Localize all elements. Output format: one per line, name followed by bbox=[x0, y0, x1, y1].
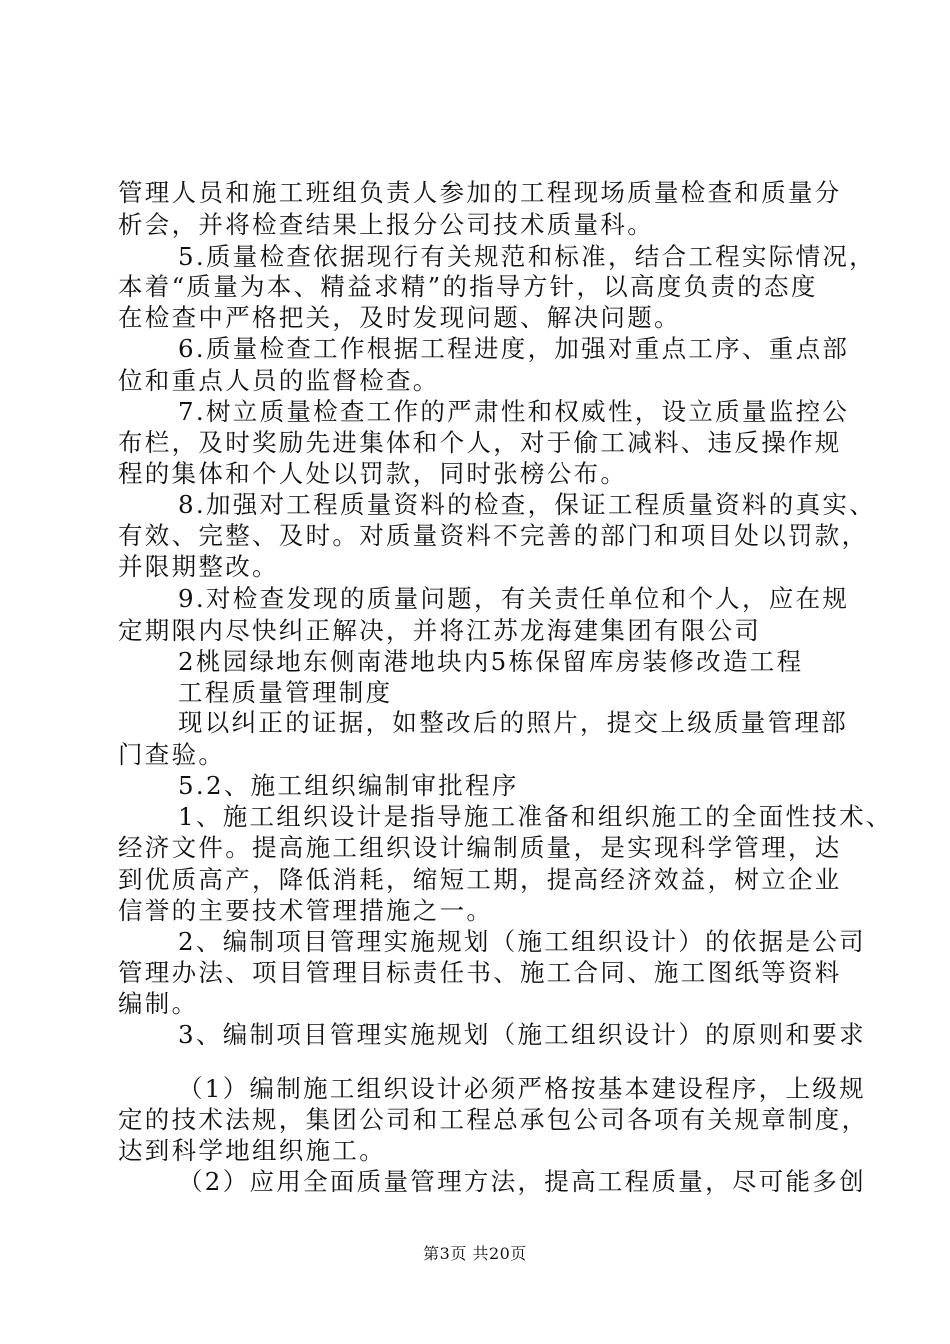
text-line: 6.质量检查工作根据工程进度，加强对重点工序、重点部 bbox=[178, 334, 850, 363]
text-line: 达到科学地组织施工。 bbox=[118, 1136, 386, 1165]
text-line: 7.树立质量检查工作的严肃性和权威性，设立质量监控公 bbox=[178, 397, 850, 426]
text-line: 定期限内尽快纠正解决，并将江苏龙海建集团有限公司 bbox=[118, 616, 762, 645]
section-heading: 5.2、施工组织编制审批程序 bbox=[178, 771, 519, 800]
text-line: 程的集体和个人处以罚款，同时张榜公布。 bbox=[118, 459, 628, 488]
text-line: 经济文件。提高施工组织设计编制质量，是实现科学管理，达 bbox=[118, 833, 842, 862]
text-line: 位和重点人员的监督检查。 bbox=[118, 366, 440, 395]
text-line: 工程质量管理制度 bbox=[178, 678, 393, 707]
text-line: 门查验。 bbox=[118, 740, 226, 769]
text-line: （2）应用全面质量管理方法，提高工程质量，尽可能多创 bbox=[178, 1167, 866, 1196]
text-line: 现以纠正的证据，如整改后的照片，提交上级质量管理部 bbox=[178, 708, 848, 737]
text-line: 到优质高产，降低消耗，缩短工期，提高经济效益，树立企业 bbox=[118, 865, 842, 894]
page-number: 第3页 共20页 bbox=[423, 1244, 527, 1263]
text-line: 5.质量检查依据现行有关规范和标准，结合工程实际情况， bbox=[178, 242, 876, 271]
text-line: 有效、完整、及时。对质量资料不完善的部门和项目处以罚款， bbox=[118, 521, 869, 550]
text-line: 信誉的主要技术管理措施之一。 bbox=[118, 896, 494, 925]
text-line: 9.对检查发现的质量问题，有关责任单位和个人，应在规 bbox=[178, 584, 850, 613]
text-line: 编制。 bbox=[118, 989, 199, 1018]
text-line: 在检查中严格把关，及时发现问题、解决问题。 bbox=[118, 303, 681, 332]
text-line: 并限期整改。 bbox=[118, 552, 279, 581]
text-line: 8.加强对工程质量资料的检查，保证工程质量资料的真实、 bbox=[178, 490, 876, 519]
text-line: 2桃园绿地东侧南港地块内5栋保留库房装修改造工程 bbox=[178, 647, 804, 676]
text-line: 管理人员和施工班组负责人参加的工程现场质量检查和质量分 bbox=[118, 178, 842, 207]
text-line: 定的技术法规，集团公司和工程总承包公司各项有关规章制度， bbox=[118, 1105, 869, 1134]
text-line: 1、施工组织设计是指导施工准备和组织施工的全面性技术、 bbox=[178, 802, 893, 831]
text-line: 本着“质量为本、精益求精”的指导方针，以高度负责的态度 bbox=[118, 272, 818, 301]
text-line: 管理办法、项目管理目标责任书、施工合同、施工图纸等资料 bbox=[118, 958, 842, 987]
text-line: 析会，并将检查结果上报分公司技术质量科。 bbox=[118, 210, 654, 239]
text-line: 2、编制项目管理实施规划（施工组织设计）的依据是公司 bbox=[178, 927, 866, 956]
text-line: 布栏，及时奖励先进集体和个人，对于偷工减料、违反操作规 bbox=[118, 428, 842, 457]
text-line: 3、编制项目管理实施规划（施工组织设计）的原则和要求 bbox=[178, 1020, 866, 1049]
text-line: （1）编制施工组织设计必须严格按基本建设程序，上级规 bbox=[178, 1074, 866, 1103]
